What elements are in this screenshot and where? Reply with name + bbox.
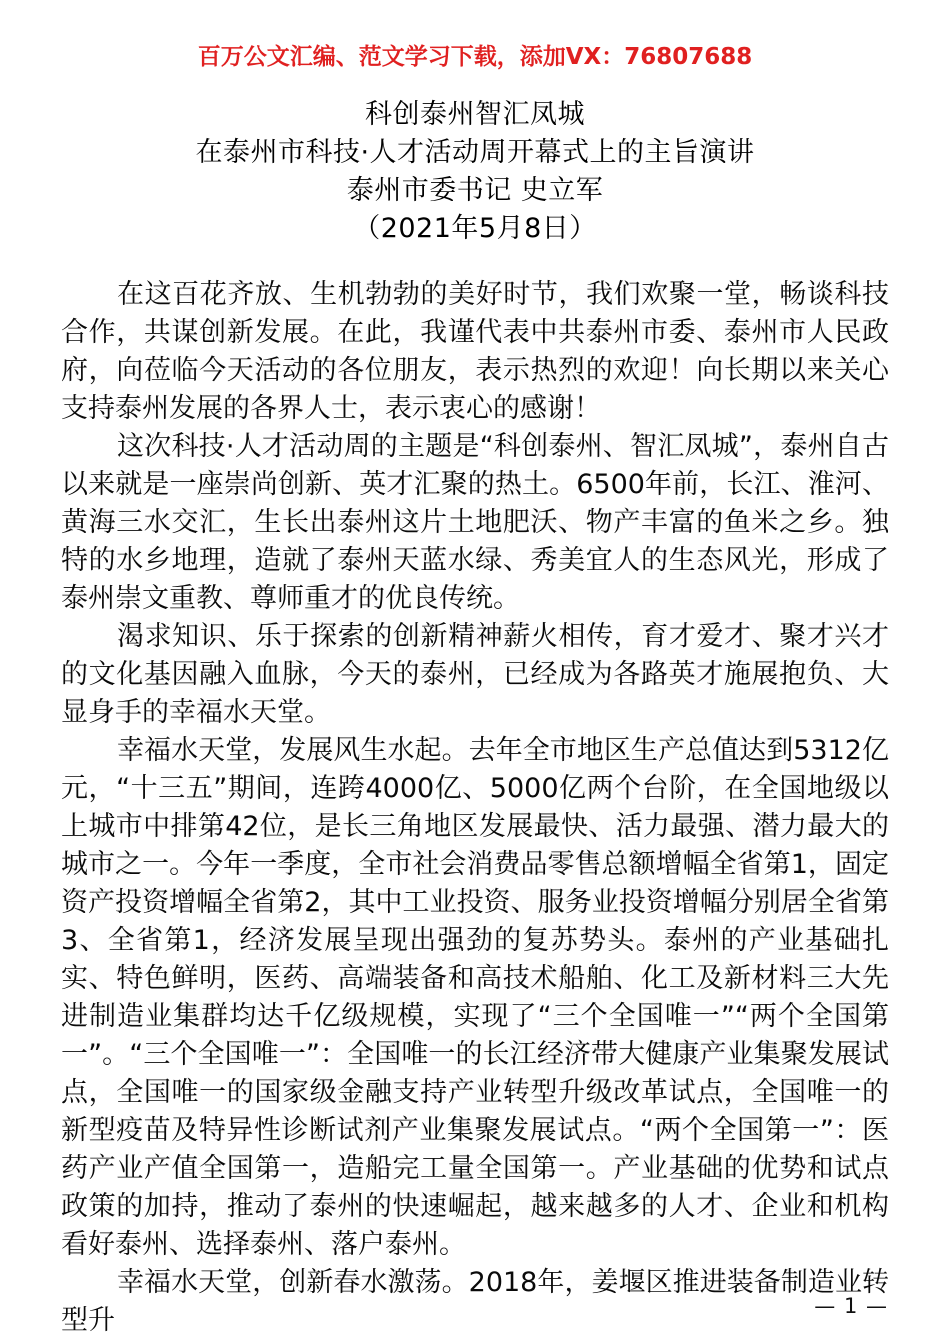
body-paragraph: 在这百花齐放、生机勃勃的美好时节，我们欢聚一堂，畅谈科技合作，共谋创新发展。在此，我谨代表中共泰州市委、泰州市人民政府，向莅临今天活动的各位朋友，表示热烈的欢迎！向长期以来关心支持泰州发展的各界人士，表示衷心的感谢！ bbox=[61, 279, 889, 424]
document-title: 科创泰州智汇凤城 bbox=[365, 99, 585, 130]
body-paragraph: 幸福水天堂，发展风生水起。去年全市地区生产总值达到5312亿元，“十三五”期间，连跨4000亿、5000亿两个台阶，在全国地级以上城市中排第42位，是长三角地区发展最快、活力最强、潜力最大的城市之一。今年一季度，全市社会消费品零售总额增幅全省第1，固定资产投资增幅全省第2，其中工业投资、服务业投资增幅分别居全省第3、全省第1，经济发展呈现出强劲的复苏势头。泰州的产业基础扎实、特色鲜明，医药、高端装备和高技术船舶、化工及新材料三大先进制造业集群均达千亿级规模，实现了“三个全国唯一”“两个全国第一”。“三个全国唯一”：全国唯一的长江经济带大健康产业集聚发展试点，全国唯一的国家级金融支持产业转型升级改革试点，全国唯一的新型疫苗及特异性诊断试剂产业集聚发展试点。“两个全国第一”：医药产业产值全国第一，造船完工量全国第一。产业基础的优势和试点政策的加持，推动了泰州的快速崛起，越来越多的人才、企业和机构看好泰州、选择泰州、落户泰州。 bbox=[61, 735, 889, 1260]
speaker-line: 泰州市委书记 史立军 bbox=[346, 175, 604, 206]
document-body bbox=[61, 276, 889, 1340]
date-line: （2021年5月8日） bbox=[353, 213, 597, 244]
page-number: — 1 — bbox=[814, 1294, 888, 1318]
body-paragraph: 幸福水天堂，创新春水激荡。2018年，姜堰区推进装备制造业转型升 bbox=[61, 1267, 889, 1336]
body-paragraph: 渴求知识、乐于探索的创新精神薪火相传，育才爱才、聚才兴才的文化基因融入血脉，今天的泰州，已经成为各路英才施展抱负、大显身手的幸福水天堂。 bbox=[61, 621, 889, 728]
document-subtitle: 在泰州市科技·人才活动周开幕式上的主旨演讲 bbox=[195, 137, 755, 168]
title-block bbox=[62, 96, 888, 248]
watermark-banner: 百万公文汇编、范文学习下载，添加VX：76807688 bbox=[197, 44, 753, 70]
body-paragraph: 这次科技·人才活动周的主题是“科创泰州、智汇凤城”，泰州自古以来就是一座崇尚创新、英才汇聚的热土。6500年前，长江、淮河、黄海三水交汇，生长出泰州这片土地肥沃、物产丰富的鱼米之乡。独特的水乡地理，造就了泰州天蓝水绿、秀美宜人的生态风光，形成了泰州崇文重教、尊师重才的优良传统。 bbox=[61, 431, 889, 614]
